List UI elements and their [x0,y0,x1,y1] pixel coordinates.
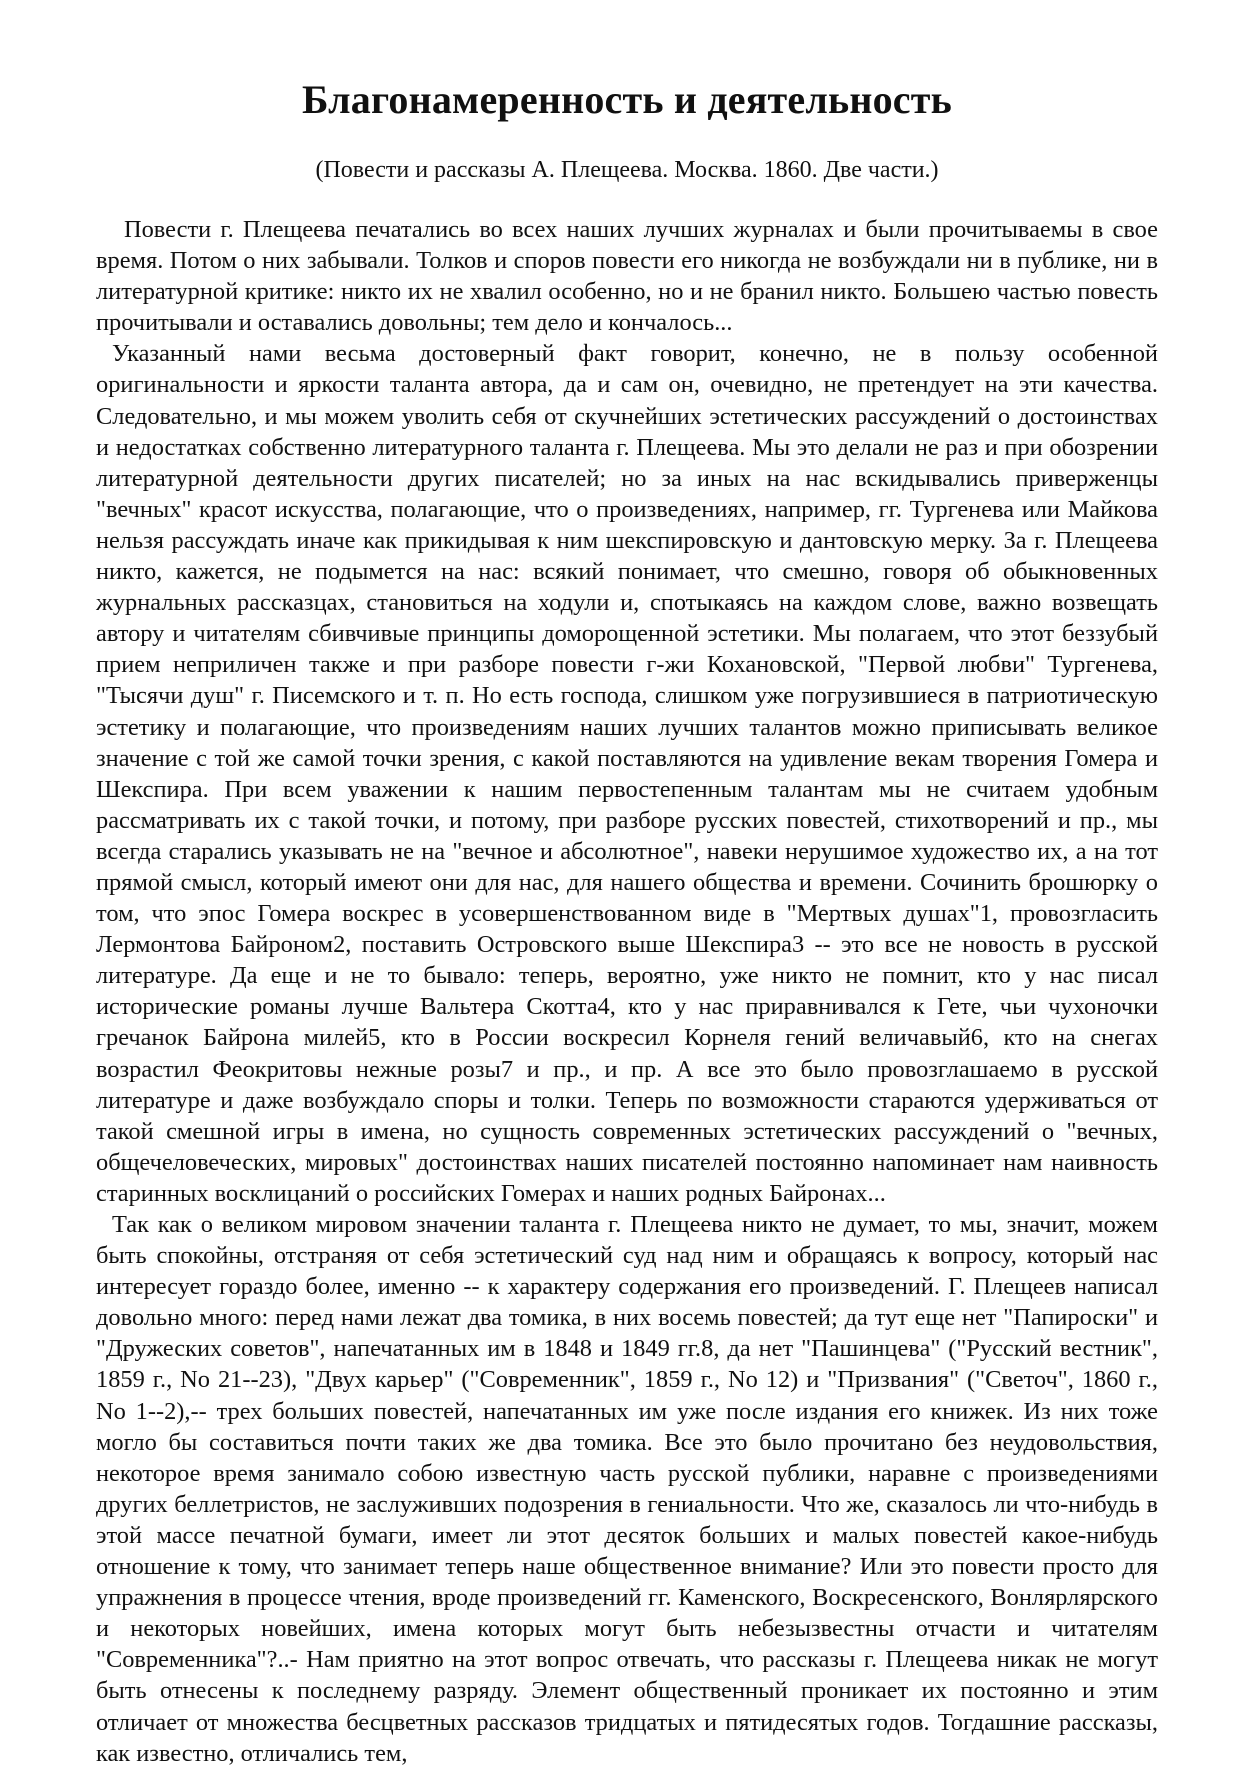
document-body [96,214,1158,1769]
paragraph-3: Так как о великом мировом значении таланта г. Плещеева никто не думает, то мы, значит, можем быть спокойны, отстраняя от себя эстетический суд над ним и обращаясь к вопросу, который нас интересует гораздо более, именно -- к характеру содержания его произведений. Г. Плещеев написал довольно много: перед нами лежат два томика, в них восемь повестей; да тут еще нет "Папироски" и "Дружеских советов", напечатанных им в 1848 и 1849 гг.8, да нет "Пашинцева" ("Русский вестник", 1859 г., No 21--23), "Двух карьер" ("Современник", 1859 г., No 12) и "Призвания" ("Светоч", 1860 г., No 1--2),-- трех больших повестей, напечатанных им уже после издания его книжек. Из них тоже могло бы составиться почти таких же два томика. Все это было прочитано без неудовольствия, некоторое время занимало собою известную часть русской публики, наравне с произведениями других беллетристов, не заслуживших подозрения в гениальности. Что же, сказалось ли что-нибудь в этой массе печатной бумаги, имеет ли этот десяток больших и малых повестей какое-нибудь отношение к тому, что занимает теперь наше общественное внимание? Или это повести просто для упражнения в процессе чтения, вроде произведений гг. Каменского, Воскресенского, Вонлярлярского и некоторых новейших, имена которых могут быть небезызвестны отчасти и читателям "Современника"?..- Нам приятно на этот вопрос отвечать, что рассказы г. Плещеева никак не могут быть отнесены к последнему разряду. Элемент общественный проникает их постоянно и этим отличает от множества бесцветных рассказов тридцатых и пятидесятых годов. Тогдашние рассказы, как известно, отличались тем, [96,1211,1158,1767]
paragraph-1: Повести г. Плещеева печатались во всех наших лучших журналах и были прочитываемы в свое время. Потом о них забывали. Толков и споров повести его никогда не возбуждали ни в публике, ни в литературной критике: никто их не хвалил особенно, но и не бранил никто. Большею частью повесть прочитывали и оставались довольны; тем дело и кончалось... [96,216,1158,337]
document-subtitle: (Повести и рассказы А. Плещеева. Москва. 1860. Две части.) [315,157,939,183]
document-page [96,70,1158,1769]
document-title: Благонамеренность и деятельность [302,77,952,122]
paragraph-2: Указанный нами весьма достоверный факт говорит, конечно, не в пользу особенной оригинальности и яркости таланта автора, да и сам он, очевидно, не претендует на эти качества. Следовательно, и мы можем уволить себя от скучнейших эстетических рассуждений о достоинствах и недостатках собственно литературного таланта г. Плещеева. Мы это делали не раз и при обозрении литературной деятельности других писателей; но за иных на нас вскидывались приверженцы "вечных" красот искусства, полагающие, что о произведениях, например, гг. Тургенева или Майкова нельзя рассуждать иначе как прикидывая к ним шекспировскую и дантовскую мерку. За г. Плещеева никто, кажется, не подымется на нас: всякий понимает, что смешно, говоря об обыкновенных журнальных рассказцах, становиться на ходули и, спотыкаясь на каждом слове, важно возвещать автору и читателям сбивчивые принципы доморощенной эстетики. Мы полагаем, что этот беззубый прием неприличен также и при разборе повести г-жи Кохановской, "Первой любви" Тургенева, "Тысячи душ" г. Писемского и т. п. Но есть господа, слишком уже погрузившиеся в патриотическую эстетику и полагающие, что произведениям наших лучших талантов можно приписывать великое значение с той же самой точки зрения, с какой поставляются на удивление векам творения Гомера и Шекспира. При всем уважении к нашим первостепенным талантам мы не считаем удобным рассматривать их с такой точки, и потому, при разборе русских повестей, стихотворений и пр., мы всегда старались указывать не на "вечное и абсолютное", навеки нерушимое художество их, а на тот прямой смысл, который имеют они для нас, для нашего общества и времени. Сочинить брошюрку о том, что эпос Гомера воскрес в усовершенствованном виде в "Мертвых душах"1, провозгласить Лермонтова Байроном2, поставить Островского выше Шекспира3 -- это все не новость в русской литературе. Да еще и не то бывало: теперь, вероятно, уже никто не помнит, кто у нас писал исторические романы лучше Вальтера Скотта4, кто у нас приравнивался к Гете, чьи чухоночки гречанок Байрона милей5, кто в России воскресил Корнеля гений величавый6, кто на снегах возрастил Феокритовы нежные розы7 и пр., и пр. А все это было провозглашаемо в русской литературе и даже возбуждало споры и толки. Теперь по возможности стараются удерживаться от такой смешной игры в имена, но сущность современных эстетических рассуждений о "вечных, общечеловеческих, мировых" достоинствах наших писателей постоянно напоминает нам наивность старинных восклицаний о российских Гомерах и наших родных Байронах... [96,340,1158,1207]
